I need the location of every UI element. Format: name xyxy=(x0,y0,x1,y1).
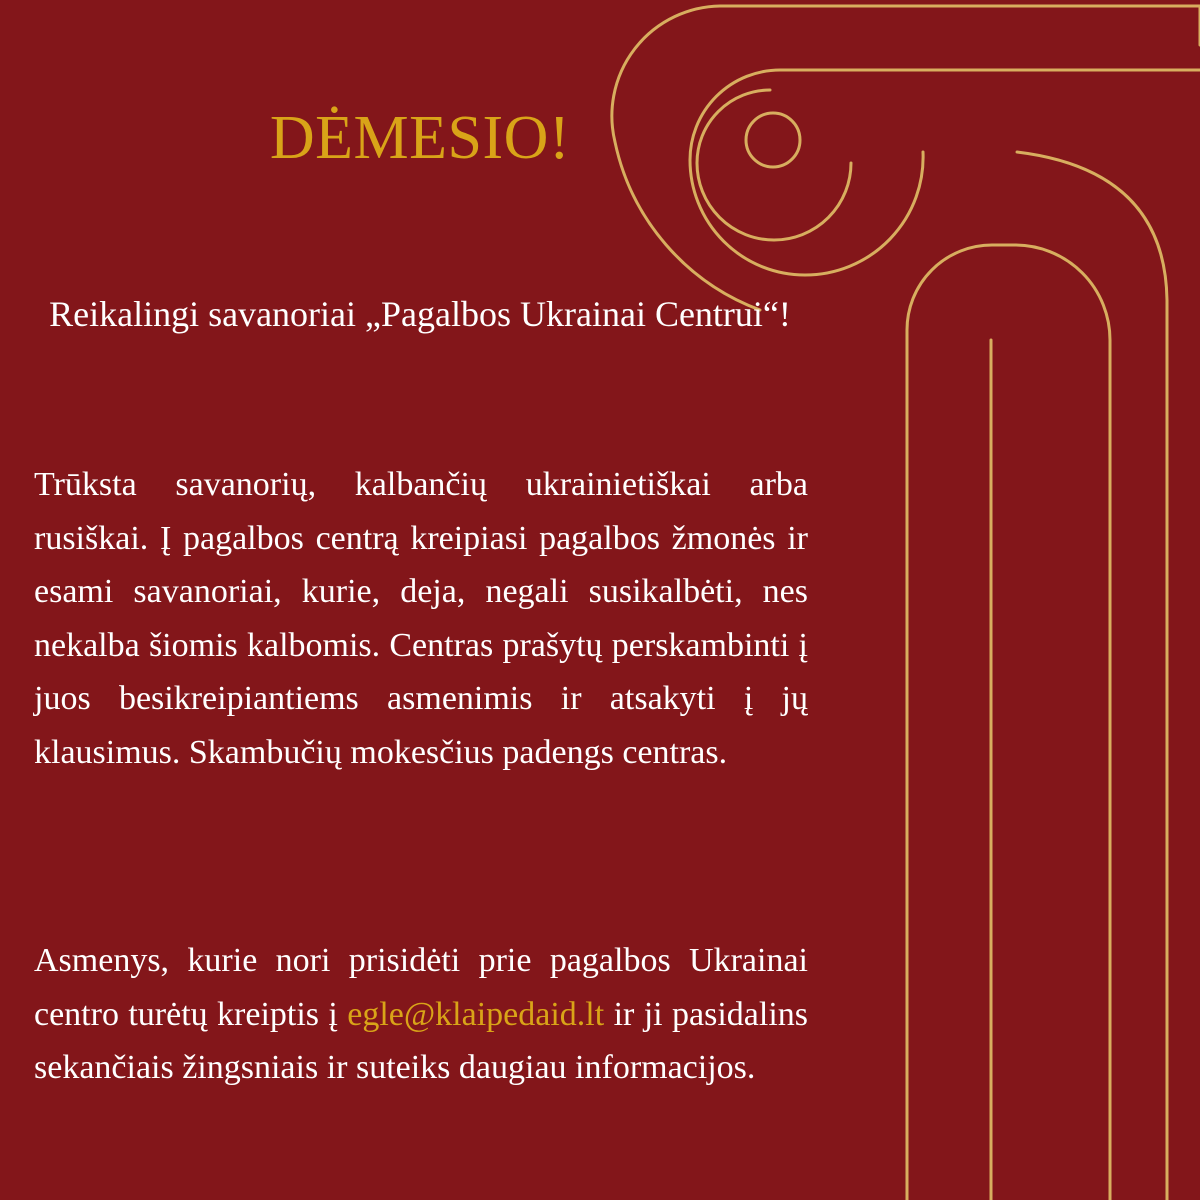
contact-paragraph xyxy=(34,934,808,1095)
contact-text-after-email: ir ji pasidalins sekančiais žingsniais ir suteiks daugiau informacijos. xyxy=(34,995,808,1086)
contact-text-before-email: Asmenys, kurie nori prisidėti prie pagalbos Ukrainai centro turėtų kreiptis į xyxy=(34,942,808,1033)
column-shaft-inner xyxy=(907,245,1110,1200)
contact-email-link[interactable]: egle@klaipedaid.lt xyxy=(347,995,605,1033)
column-shaft-outer xyxy=(1017,152,1167,1200)
subtitle-heading: Reikalingi savanoriai „Pagalbos Ukrainai Centrui“! xyxy=(49,294,791,334)
page-title: DĖMESIO! xyxy=(269,104,571,172)
info-paragraph: Trūksta savanorių, kalbančių ukrainietiškai arba rusiškai. Į pagalbos centrą kreipiasi pagalbos žmonės ir esami savanoriai, kurie, deja, negali susikalbėti, nes nekalba šiomis kalbomis. Centras prašytų perskambinti į juos besikreipiantiems asmenimis ir atsakyti į jų klausimus. Skambučių mokesčius padengs centras. xyxy=(34,466,808,771)
